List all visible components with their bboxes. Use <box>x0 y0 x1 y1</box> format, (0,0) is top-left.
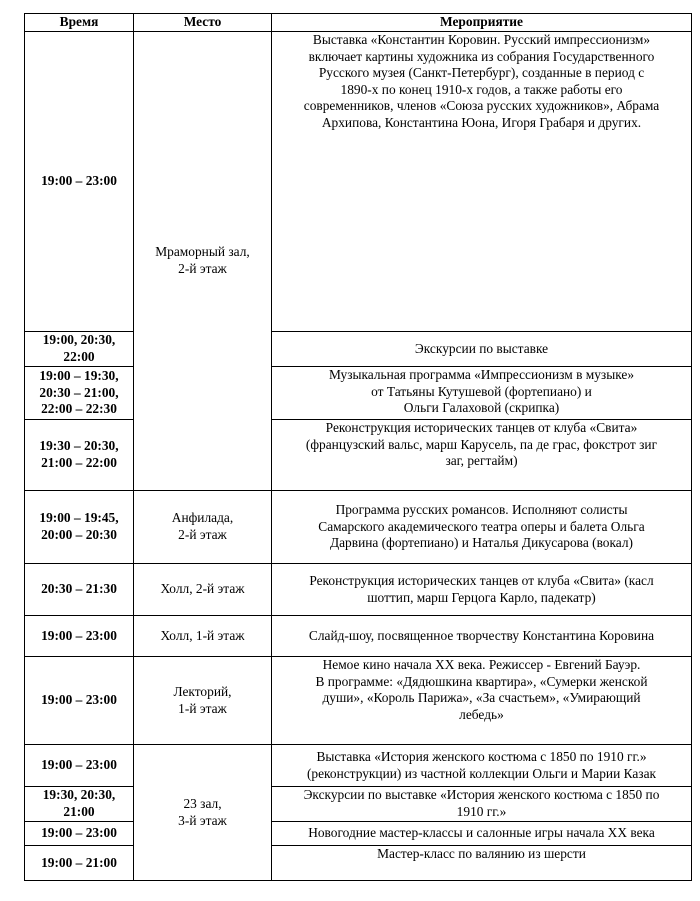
event-cell <box>272 332 692 367</box>
event-cell <box>272 745 692 787</box>
event-line: включает картины художника из собрания Государственного <box>308 48 655 64</box>
event-line: Реконструкция исторических танцев от клуба «Свита» <box>325 420 638 435</box>
time-cell <box>25 32 134 332</box>
time-line: 21:00 <box>63 804 95 819</box>
time-line: 19:00, 20:30, <box>42 332 116 348</box>
schedule-row <box>25 332 692 367</box>
place-line: Анфилада, <box>171 510 234 526</box>
event-cell <box>272 822 692 846</box>
time-cell <box>25 564 134 616</box>
time-line: 19:00 – 19:45, <box>39 510 119 526</box>
time-cell <box>25 657 134 745</box>
place-line: 1-й этаж <box>178 700 227 716</box>
event-line: Программа русских романсов. Исполняют солисты <box>335 502 628 518</box>
event-line: шоттип, марш Герцога Карло, падекатр) <box>367 589 596 605</box>
event-line: (реконструкции) из частной коллекции Ольги и Марии Казак <box>306 765 657 781</box>
place-line: Лекторий, <box>173 683 232 699</box>
schedule-row <box>25 420 692 491</box>
time-cell <box>25 787 134 822</box>
event-line: Новогодние мастер-классы и салонные игры начала XX века <box>308 825 655 841</box>
time-line: 22:00 – 22:30 <box>41 401 117 417</box>
event-line: Ольги Галаховой (скрипка) <box>403 400 560 416</box>
event-cell <box>272 367 692 420</box>
schedule-row <box>25 32 692 332</box>
time-cell <box>25 367 134 420</box>
time-line: 20:30 – 21:30 <box>41 581 117 597</box>
event-line: Мастер-класс по валянию из шерсти <box>377 846 586 861</box>
event-cell <box>272 616 692 657</box>
event-cell <box>272 787 692 822</box>
event-line: Архипова, Константина Юона, Игоря Грабаря и других. <box>321 114 642 130</box>
time-line: 19:00 – 21:00 <box>41 854 117 870</box>
event-line: Экскурсии по выставке «История женского костюма с 1850 по <box>303 787 660 802</box>
schedule-row <box>25 657 692 745</box>
time-line: 19:00 – 23:00 <box>41 173 117 189</box>
time-line: 19:00 – 23:00 <box>41 825 117 841</box>
time-cell <box>25 420 134 491</box>
event-line: современников, членов «Союза русских художников», Абрама <box>303 98 660 114</box>
header-event: Мероприятие <box>272 14 692 32</box>
place-line: 23 зал, <box>183 795 222 811</box>
time-cell <box>25 745 134 787</box>
time-cell <box>25 846 134 881</box>
event-cell <box>272 657 692 745</box>
time-line: 19:00 – 23:00 <box>41 692 117 708</box>
event-line: души», «Король Парижа», «За счастьем», «Умирающий <box>322 690 641 706</box>
event-line: Дарвина (фортепиано) и Наталья Дикусарова (вокал) <box>329 535 634 551</box>
event-line: Выставка «История женского костюма с 1850 по 1910 гг.» <box>316 748 647 764</box>
place-line: 3-й этаж <box>178 812 227 828</box>
place-cell <box>134 32 272 491</box>
schedule-row <box>25 745 692 787</box>
place-line: 2-й этаж <box>178 261 227 276</box>
place-cell <box>134 564 272 616</box>
event-line: лебедь» <box>459 706 504 722</box>
event-line: Экскурсии по выставке <box>414 340 549 356</box>
schedule-row <box>25 616 692 657</box>
place-line: 2-й этаж <box>178 527 227 542</box>
place-cell <box>134 745 272 881</box>
event-line: Реконструкция исторических танцев от клуба «Свита» (касл <box>309 572 654 588</box>
header-time: Время <box>25 14 134 32</box>
place-cell <box>134 491 272 564</box>
event-line: Самарского академического театра оперы и балета Ольга <box>318 518 645 534</box>
schedule-row <box>25 846 692 881</box>
place-line: Мраморный зал, <box>155 244 250 260</box>
event-cell <box>272 420 692 491</box>
schedule-row <box>25 491 692 564</box>
place-cell <box>134 657 272 745</box>
time-line: 19:30 – 20:30, <box>39 438 119 454</box>
time-line: 20:00 – 20:30 <box>41 527 117 542</box>
time-line: 19:00 – 23:00 <box>41 757 117 773</box>
event-cell <box>272 846 692 881</box>
place-cell <box>134 616 272 657</box>
event-cell <box>272 491 692 564</box>
event-line: Русского музея (Санкт-Петербург), созданные в период с <box>318 65 645 81</box>
place-line: Холл, 2-й этаж <box>160 581 245 597</box>
header-place: Место <box>134 14 272 32</box>
schedule-row <box>25 564 692 616</box>
time-line: 19:00 – 23:00 <box>41 627 117 643</box>
event-line: 1910 гг.» <box>456 803 507 819</box>
place-line: Холл, 1-й этаж <box>160 627 245 643</box>
schedule-row <box>25 367 692 420</box>
event-cell <box>272 32 692 332</box>
header-row <box>25 14 692 32</box>
time-line: 20:30 – 21:00, <box>39 384 119 400</box>
time-line: 21:00 – 22:00 <box>41 455 117 470</box>
schedule-table <box>24 13 692 881</box>
event-line: от Татьяны Кутушевой (фортепиано) и <box>371 383 592 399</box>
time-line: 19:00 – 19:30, <box>39 368 119 384</box>
time-line: 22:00 <box>63 349 95 364</box>
schedule-row <box>25 822 692 846</box>
time-cell <box>25 491 134 564</box>
event-line: 1890-х по конец 1910-х годов, а также работы его <box>340 81 623 97</box>
schedule-row <box>25 787 692 822</box>
event-line: Выставка «Константин Коровин. Русский импрессионизм» <box>312 32 651 47</box>
event-line: Музыкальная программа «Импрессионизм в музыке» <box>328 367 635 382</box>
time-cell <box>25 332 134 367</box>
time-cell <box>25 616 134 657</box>
event-cell <box>272 564 692 616</box>
event-line: В программе: «Дядюшкина квартира», «Сумерки женской <box>315 673 648 689</box>
event-line: Слайд-шоу, посвященное творчеству Константина Коровина <box>308 627 655 643</box>
time-cell <box>25 822 134 846</box>
time-line: 19:30, 20:30, <box>42 787 116 803</box>
event-line: Немое кино начала XX века. Режиссер - Евгений Бауэр. <box>322 657 641 672</box>
event-line: (французский вальс, марш Карусель, па де грас, фокстрот зиг <box>305 436 658 452</box>
event-line: заг, регтайм) <box>445 453 518 469</box>
